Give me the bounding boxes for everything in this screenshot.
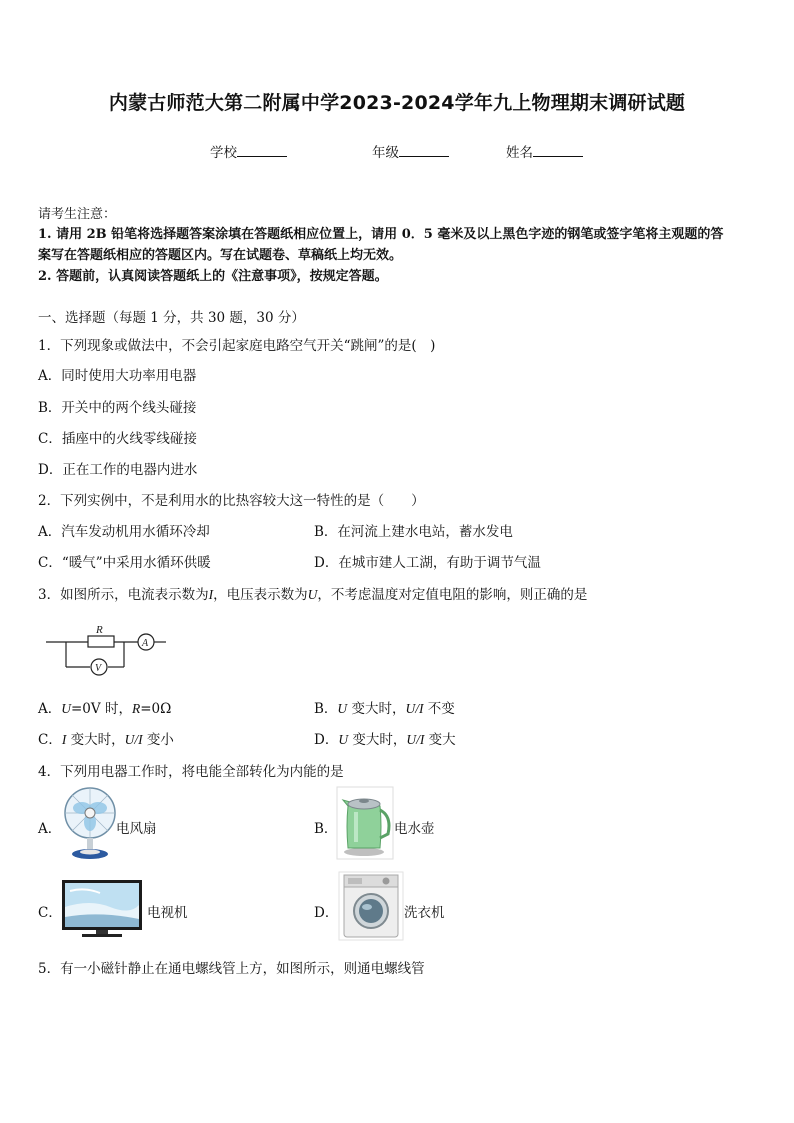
q4-option-d-letter: D． [314, 905, 339, 921]
notice-line-1b: 案写在答题纸相应的答题区内。写在试题卷、草稿纸上均无效。 [38, 248, 403, 263]
opt-letter: A． [38, 701, 62, 717]
opt-text: 变大时， [347, 701, 406, 717]
var: U/I [124, 732, 143, 747]
page-title: 内蒙古师范大第二附属中学2023-2024学年九上物理期末调研试题 [108, 92, 686, 114]
q1-option-d: D．正在工作的电器内进水 [38, 462, 198, 478]
q4-option-b-letter: B． [314, 821, 338, 837]
voltmeter-label: V [95, 663, 102, 674]
q4-stem: 4．下列用电器工作时，将电能全部转化为内能的是 [38, 764, 344, 780]
opt-letter: C． [38, 732, 62, 748]
opt-letter: B． [314, 701, 338, 717]
q2-option-d: D．在城市建人工湖，有助于调节气温 [314, 555, 541, 571]
opt-text: 变大时， [348, 732, 407, 748]
q4-option-c-letter: C． [38, 905, 62, 921]
q4-option-a-label: 电风扇 [116, 821, 157, 837]
opt-text: 不变 [423, 701, 455, 717]
q2-option-a: A．汽车发动机用水循环冷却 [38, 524, 210, 540]
school-label: 学校 [210, 145, 237, 161]
name-label: 姓名 [506, 145, 533, 161]
q3-option-d [314, 728, 456, 748]
resistor-label: R [96, 624, 103, 636]
var: R [131, 701, 141, 716]
opt-text: 变小 [142, 732, 174, 748]
notice-heading: 请考生注意： [38, 207, 117, 222]
var: I [61, 732, 67, 747]
q3-stem-part: ，电压表示数为 [213, 587, 308, 603]
grade-label: 年级 [372, 145, 399, 161]
name-field [506, 141, 583, 161]
notice-line-1a: 1. 请用 2B 铅笔将选择题答案涂填在答题纸相应位置上，请用 0．5 毫米及以上黑色字迹的钢笔或签字笔将主观题的答 [38, 227, 724, 242]
q4-option-b-label: 电水壶 [394, 821, 435, 837]
opt-text: 变大时， [66, 732, 125, 748]
q3-circuit-diagram [44, 620, 168, 680]
opt-text: 变大 [424, 732, 456, 748]
q2-stem: 2．下列实例中，不是利用水的比热容较大这一特性的是（ ） [38, 493, 425, 509]
ammeter-label: A [142, 638, 149, 649]
school-blank [237, 142, 287, 157]
grade-field [372, 141, 449, 161]
grade-blank [399, 142, 449, 157]
opt-text: =0V 时， [71, 701, 132, 717]
q4-option-d-label: 洗衣机 [404, 905, 445, 921]
electric-kettle-icon [336, 786, 394, 860]
q1-stem: 1．下列现象或做法中，不会引起家庭电路空气开关“跳闸”的是( ) [38, 338, 436, 354]
television-icon [60, 877, 144, 941]
school-field [210, 141, 287, 161]
q4-option-c-label: 电视机 [147, 905, 188, 921]
q3-option-b [314, 697, 455, 717]
var: U/I [406, 732, 425, 747]
q3-option-c [38, 728, 174, 748]
washing-machine-icon [338, 871, 404, 941]
q3-var-i: I [208, 587, 214, 602]
q4-option-a-letter: A． [38, 821, 62, 837]
q2-option-b: B．在河流上建水电站，蓄水发电 [314, 524, 513, 540]
electric-fan-icon [62, 786, 118, 860]
opt-letter: D． [314, 732, 339, 748]
opt-text: =0Ω [140, 701, 172, 717]
var: U [61, 701, 71, 716]
q3-stem-part: 3．如图所示，电流表示数为 [38, 587, 209, 603]
q3-stem-part: ，不考虑温度对定值电阻的影响，则正确的是 [317, 587, 588, 603]
q1-option-a: A．同时使用大功率用电器 [38, 368, 197, 384]
var: U [337, 701, 348, 716]
var: U/I [405, 701, 424, 716]
notice-line-2: 2. 答题前，认真阅读答题纸上的《注意事项》，按规定答题。 [38, 269, 388, 284]
var: U [338, 732, 349, 747]
q5-stem: 5．有一小磁针静止在通电螺线管上方，如图所示，则通电螺线管 [38, 961, 425, 977]
name-blank [533, 142, 583, 157]
q2-option-c: C．“暖气”中采用水循环供暖 [38, 555, 211, 571]
q1-option-c: C．插座中的火线零线碰接 [38, 431, 197, 447]
resistor-icon [88, 636, 114, 647]
q3-option-a [38, 697, 171, 717]
q3-stem [38, 583, 587, 603]
section-heading: 一、选择题（每题 1 分，共 30 题，30 分） [38, 310, 305, 326]
q1-option-b: B．开关中的两个线头碰接 [38, 400, 197, 416]
q3-var-u: U [307, 587, 318, 602]
